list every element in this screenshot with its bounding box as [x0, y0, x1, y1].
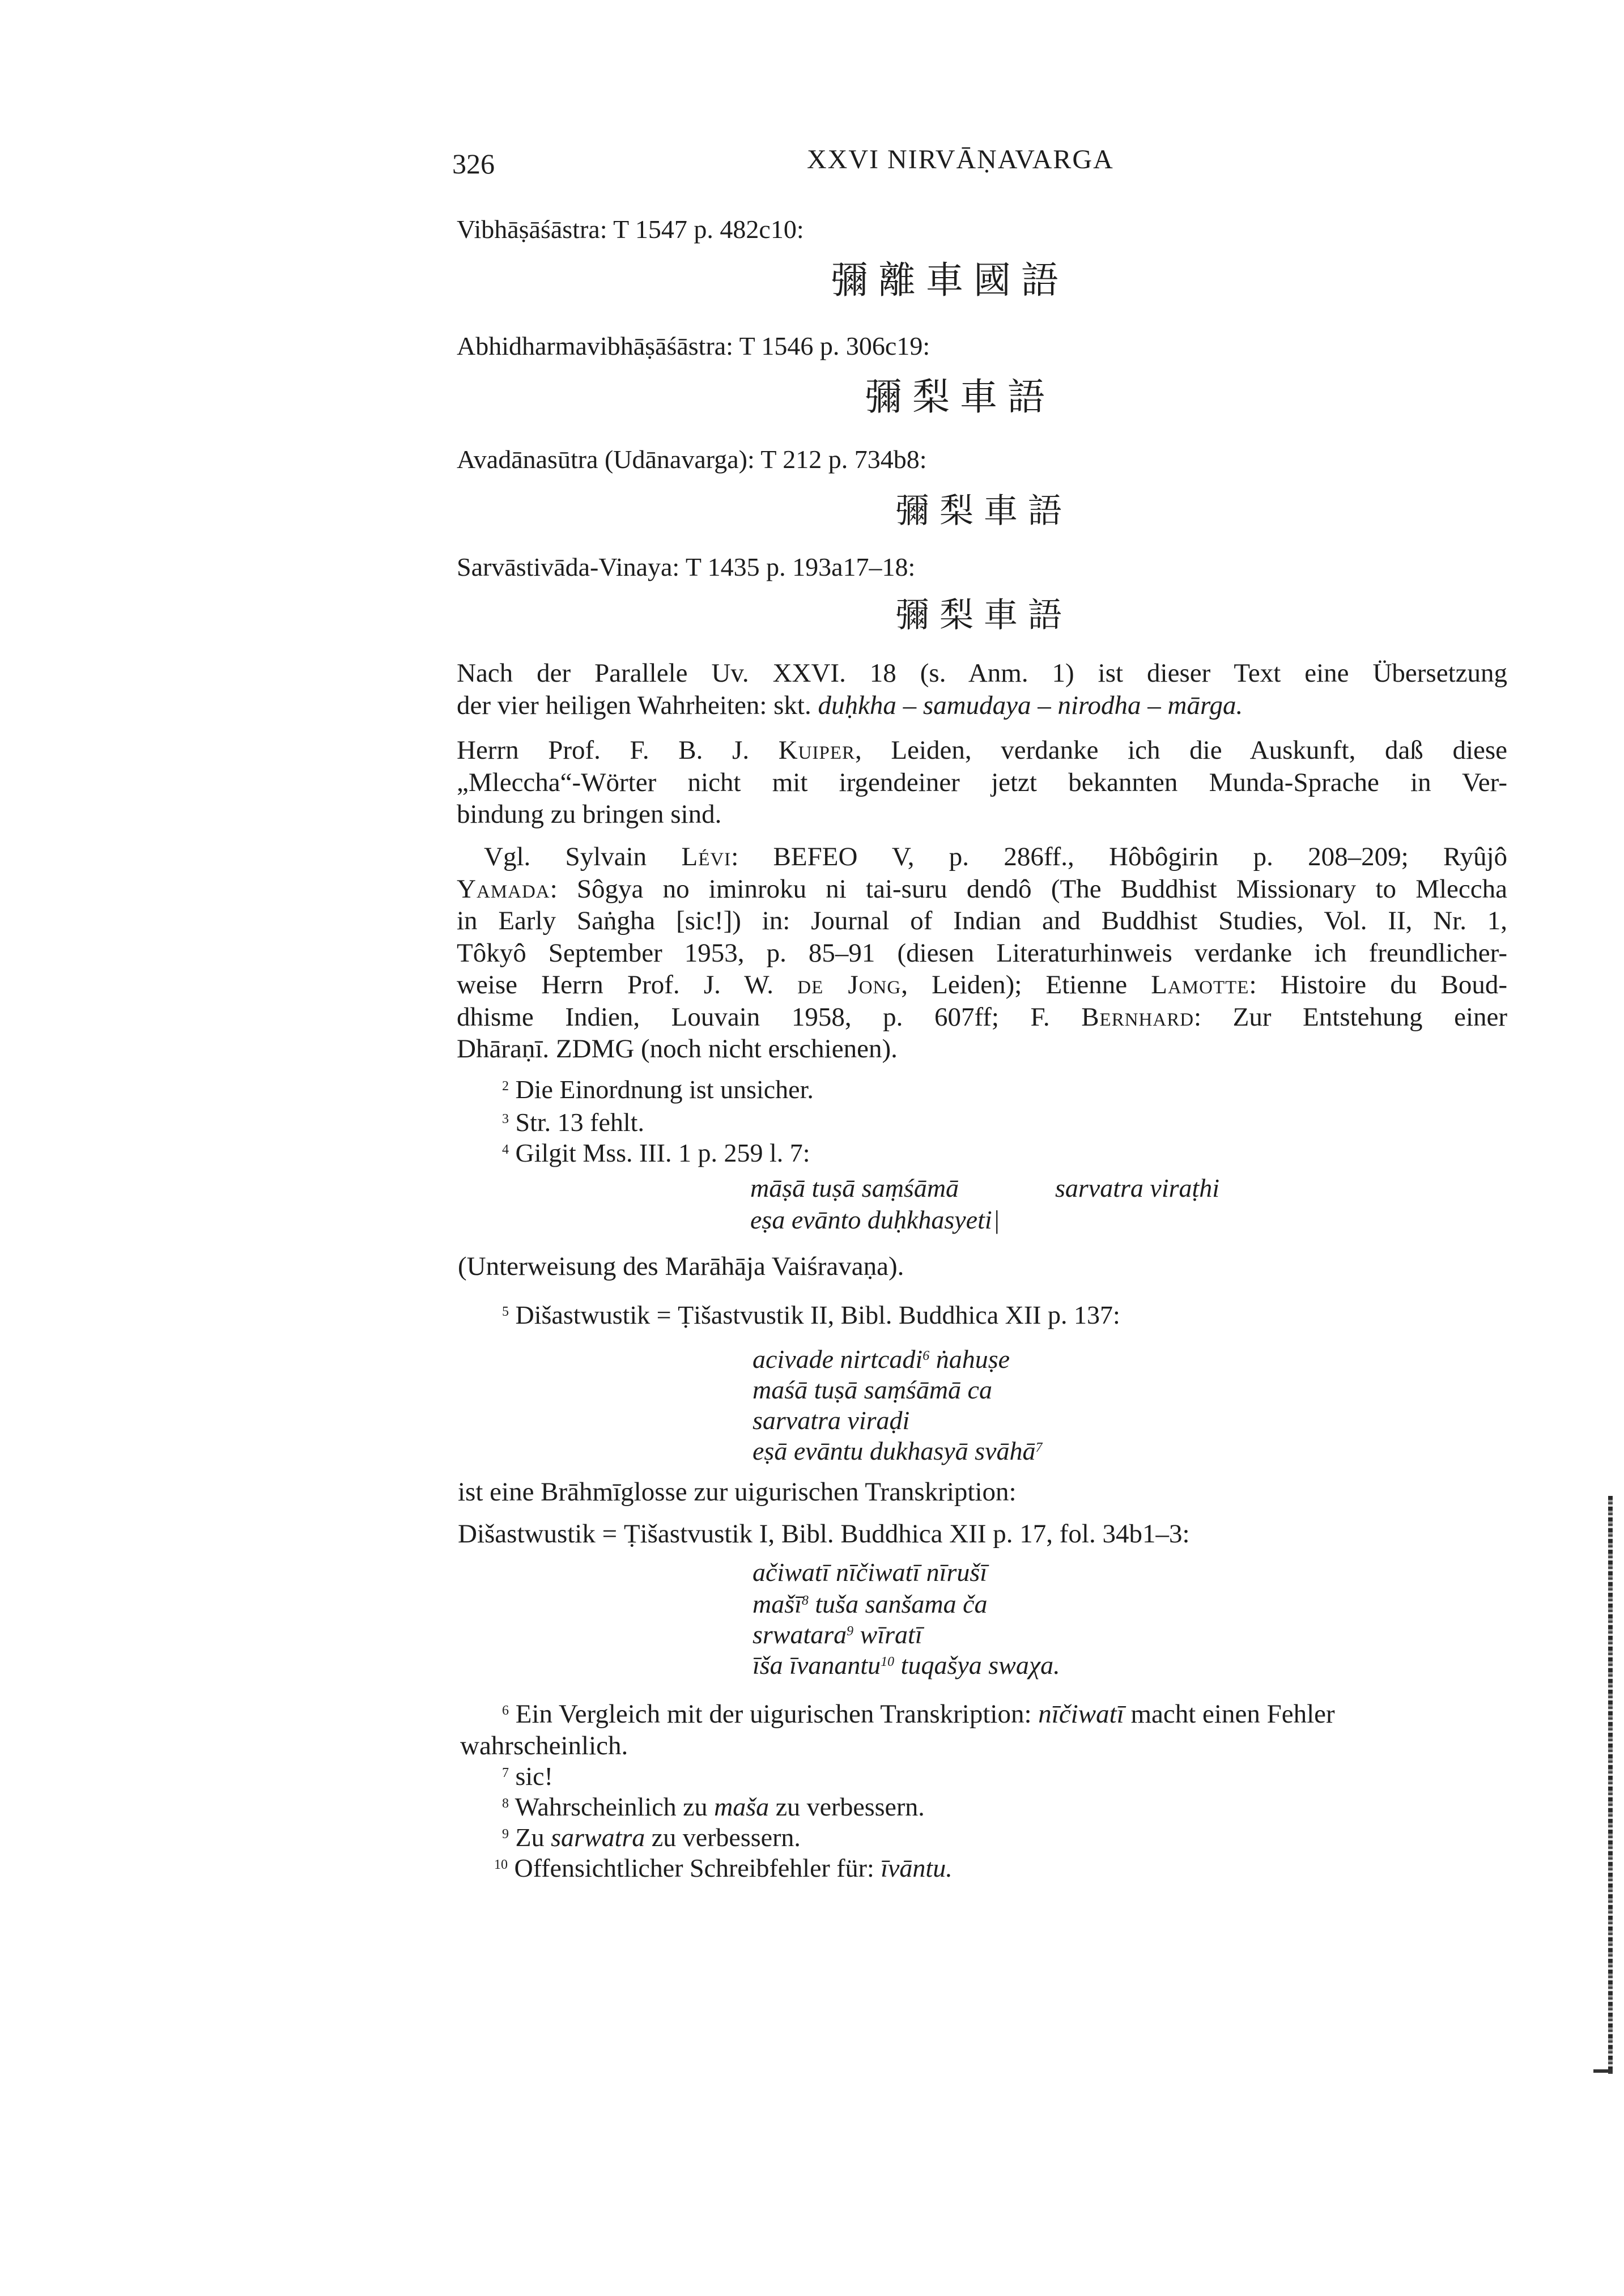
- source-citation: Avadānasūtra (Udānavarga): T 212 p. 734b8:: [457, 445, 927, 474]
- source-citation: Vibhāṣāśāstra: T 1547 p. 482c10:: [457, 215, 804, 244]
- paragraph: [457, 841, 1507, 1065]
- footnote-ref: 9: [847, 1624, 854, 1639]
- footnote-ref: 6: [922, 1349, 930, 1363]
- text-line: [457, 841, 1507, 873]
- footnote-text: Wahrscheinlich zu: [515, 1792, 708, 1821]
- text-run: dhisme Indien, Louvain 1958, p. 607ff; F.: [457, 1002, 1050, 1032]
- text-line: Nach der Parallele Uv. XXVI. 18 (s. Anm. 1) ist dieser Text eine Übersetzung: [457, 658, 1507, 688]
- paragraph: [457, 734, 1507, 831]
- verse-line: [753, 1622, 922, 1648]
- verse-text: ṅahuṣe: [936, 1345, 1010, 1374]
- verse-line: [753, 1346, 1010, 1372]
- italic-term: sarwatra: [551, 1823, 645, 1852]
- footnote-number: 3: [502, 1112, 509, 1126]
- verse-bar: |: [994, 1205, 1000, 1234]
- chinese-term: 彌梨車語: [895, 491, 1072, 531]
- page-edge-shadow: [1608, 1496, 1613, 2074]
- chinese-term: 彌梨車語: [895, 596, 1072, 635]
- verse-text: acivade nirtcadi: [753, 1345, 923, 1374]
- footnote-text: Zu: [515, 1823, 545, 1852]
- text-run: : BEFEO V, p. 286ff., Hôbôgirin p. 208–209; Ryûjô: [731, 842, 1508, 871]
- text-line: Dhāraṇī. ZDMG (noch nicht erschienen).: [457, 1034, 898, 1064]
- verse-line: ačiwatī nīčiwatī nīrušī: [753, 1558, 988, 1587]
- footnote: [502, 1077, 814, 1103]
- verse-text: tuša sanšama ča: [815, 1589, 988, 1618]
- footnote-text: macht einen Fehler: [1130, 1699, 1335, 1729]
- italic-term: maša: [714, 1792, 770, 1821]
- footnote-number: 6: [502, 1703, 509, 1718]
- author-name: Lamotte: [1151, 970, 1249, 1000]
- verse-text: mašī: [753, 1589, 802, 1618]
- verse-line: [753, 1591, 988, 1617]
- italic-term: nīčiwatī: [1038, 1699, 1124, 1729]
- text-line: (Unterweisung des Marāhāja Vaiśravaṇa).: [458, 1252, 904, 1281]
- footnote: [502, 1701, 1335, 1728]
- text-line: [457, 734, 1507, 767]
- text-line: Tôkyô September 1953, p. 85–91 (diesen Literaturhinweis verdanke ich freundlicher-: [457, 938, 1507, 968]
- verse-line: [753, 1438, 1043, 1464]
- verse-text: īša īvanantu: [753, 1651, 881, 1680]
- text-line: [457, 969, 1507, 1001]
- footnote-number: 4: [502, 1142, 509, 1157]
- footnote-text: Die Einordnung ist unsicher.: [515, 1075, 814, 1104]
- footnote-text: sic!: [515, 1762, 553, 1791]
- source-citation: Sarvāstivāda-Vinaya: T 1435 p. 193a17–18:: [457, 552, 916, 581]
- footnote-text: Gilgit Mss. III. 1 p. 259 l. 7:: [515, 1138, 810, 1167]
- footnote-text: Ein Vergleich mit der uigurischen Transkription:: [515, 1699, 1032, 1729]
- author-name: Bernhard: [1081, 1002, 1194, 1032]
- footnote-ref: 7: [1035, 1440, 1043, 1455]
- author-name: Lévi: [681, 842, 732, 871]
- text-line: Dišastwustik = Ṭišastvustik I, Bibl. Buddhica XII p. 17, fol. 34b1–3:: [458, 1519, 1190, 1549]
- footnote-number: 10: [494, 1857, 508, 1872]
- text-run: der vier heiligen Wahrheiten: skt.: [457, 690, 811, 720]
- text-line: [457, 873, 1507, 905]
- italic-term: duḥkha – samudaya – nirodha – mārga.: [818, 690, 1243, 720]
- footnote-ref: 10: [881, 1655, 895, 1669]
- author-name: Yamada: [457, 874, 550, 904]
- author-name: de Jong: [797, 970, 902, 1000]
- verse-line: sarvatra viraḍi: [753, 1406, 910, 1435]
- verse-line: sarvatra viraṭhi: [1055, 1173, 1220, 1202]
- footnote-continuation: wahrscheinlich.: [460, 1731, 628, 1761]
- footnote-number: 7: [502, 1766, 509, 1780]
- verse-text: tuqašya swaχa.: [900, 1651, 1060, 1680]
- text-line: „Mleccha“-Wörter nicht mit irgendeiner jetzt bekannten Munda-Sprache in Ver-: [457, 767, 1507, 797]
- text-run: , Leiden); Etienne: [901, 970, 1128, 1000]
- footnote-ref: 8: [801, 1593, 809, 1608]
- text-run: : Zur Entstehung einer: [1194, 1002, 1508, 1032]
- text-line: [457, 690, 1507, 722]
- text-run: : Histoire du Boud-: [1249, 970, 1508, 1000]
- text-line: ist eine Brāhmīglosse zur uigurischen Transkription:: [458, 1477, 1017, 1507]
- footnote: [502, 1794, 925, 1820]
- footnote: [502, 1763, 553, 1789]
- footnote-text: Str. 13 fehlt.: [515, 1108, 644, 1137]
- footnote-number: 2: [502, 1079, 509, 1094]
- text-run: weise Herrn Prof. J. W.: [457, 970, 774, 1000]
- verse-line: maśā tuṣā saṃśāmā ca: [753, 1375, 992, 1404]
- verse-line: māṣā tuṣā saṃśāmā: [750, 1173, 959, 1202]
- verse-line: [750, 1207, 1000, 1233]
- italic-term: īvāntu.: [881, 1853, 953, 1882]
- verse-text: srwatara: [753, 1620, 847, 1649]
- footnote-text: Offensichtlicher Schreibfehler für:: [514, 1853, 874, 1882]
- footnote-number: 9: [502, 1827, 509, 1842]
- footnote-number: 8: [502, 1796, 509, 1811]
- footnote: [502, 1140, 810, 1166]
- footnote: [494, 1855, 953, 1881]
- chinese-term: 彌梨車語: [865, 375, 1055, 419]
- footnote-text: Dišastwustik = Ṭišastvustik II, Bibl. Buddhica XII p. 137:: [515, 1300, 1120, 1329]
- verse-text: eṣa evānto duḥkhasyeti: [750, 1205, 992, 1234]
- text-line: bindung zu bringen sind.: [457, 800, 722, 829]
- source-citation: Abhidharmavibhāṣāśāstra: T 1546 p. 306c19:: [457, 331, 930, 360]
- text-run: Vgl. Sylvain: [484, 842, 647, 871]
- page-edge-shadow: [1593, 2069, 1613, 2073]
- page-number: 326: [452, 148, 495, 180]
- paragraph: [457, 657, 1507, 721]
- footnote-number: 5: [502, 1304, 509, 1319]
- text-run: , Leiden, verdanke ich die Auskunft, daß diese: [855, 735, 1508, 765]
- verse-text: wīratī: [860, 1620, 922, 1649]
- footnote-text: zu verbessern.: [775, 1792, 925, 1821]
- footnote: [502, 1109, 644, 1136]
- footnote-text: zu verbessern.: [651, 1823, 801, 1852]
- verse-line: [753, 1652, 1060, 1678]
- footnote: [502, 1302, 1120, 1328]
- text-line: in Early Saṅgha [sic!]) in: Journal of Indian and Buddhist Studies, Vol. II, Nr. 1,: [457, 906, 1507, 936]
- author-name: Kuiper: [778, 735, 856, 765]
- text-run: Herrn Prof. F. B. J.: [457, 735, 750, 765]
- chinese-term: 彌離車國語: [831, 258, 1069, 302]
- running-title: XXVI NIRVĀṆAVARGA: [807, 144, 1114, 175]
- text-run: : Sôgya no iminroku ni tai-suru dendô (The Buddhist Missionary to Mleccha: [550, 874, 1507, 904]
- verse-text: eṣā evāntu dukhasyā svāhā: [753, 1436, 1036, 1465]
- footnote: [502, 1825, 801, 1851]
- text-line: [457, 1001, 1507, 1034]
